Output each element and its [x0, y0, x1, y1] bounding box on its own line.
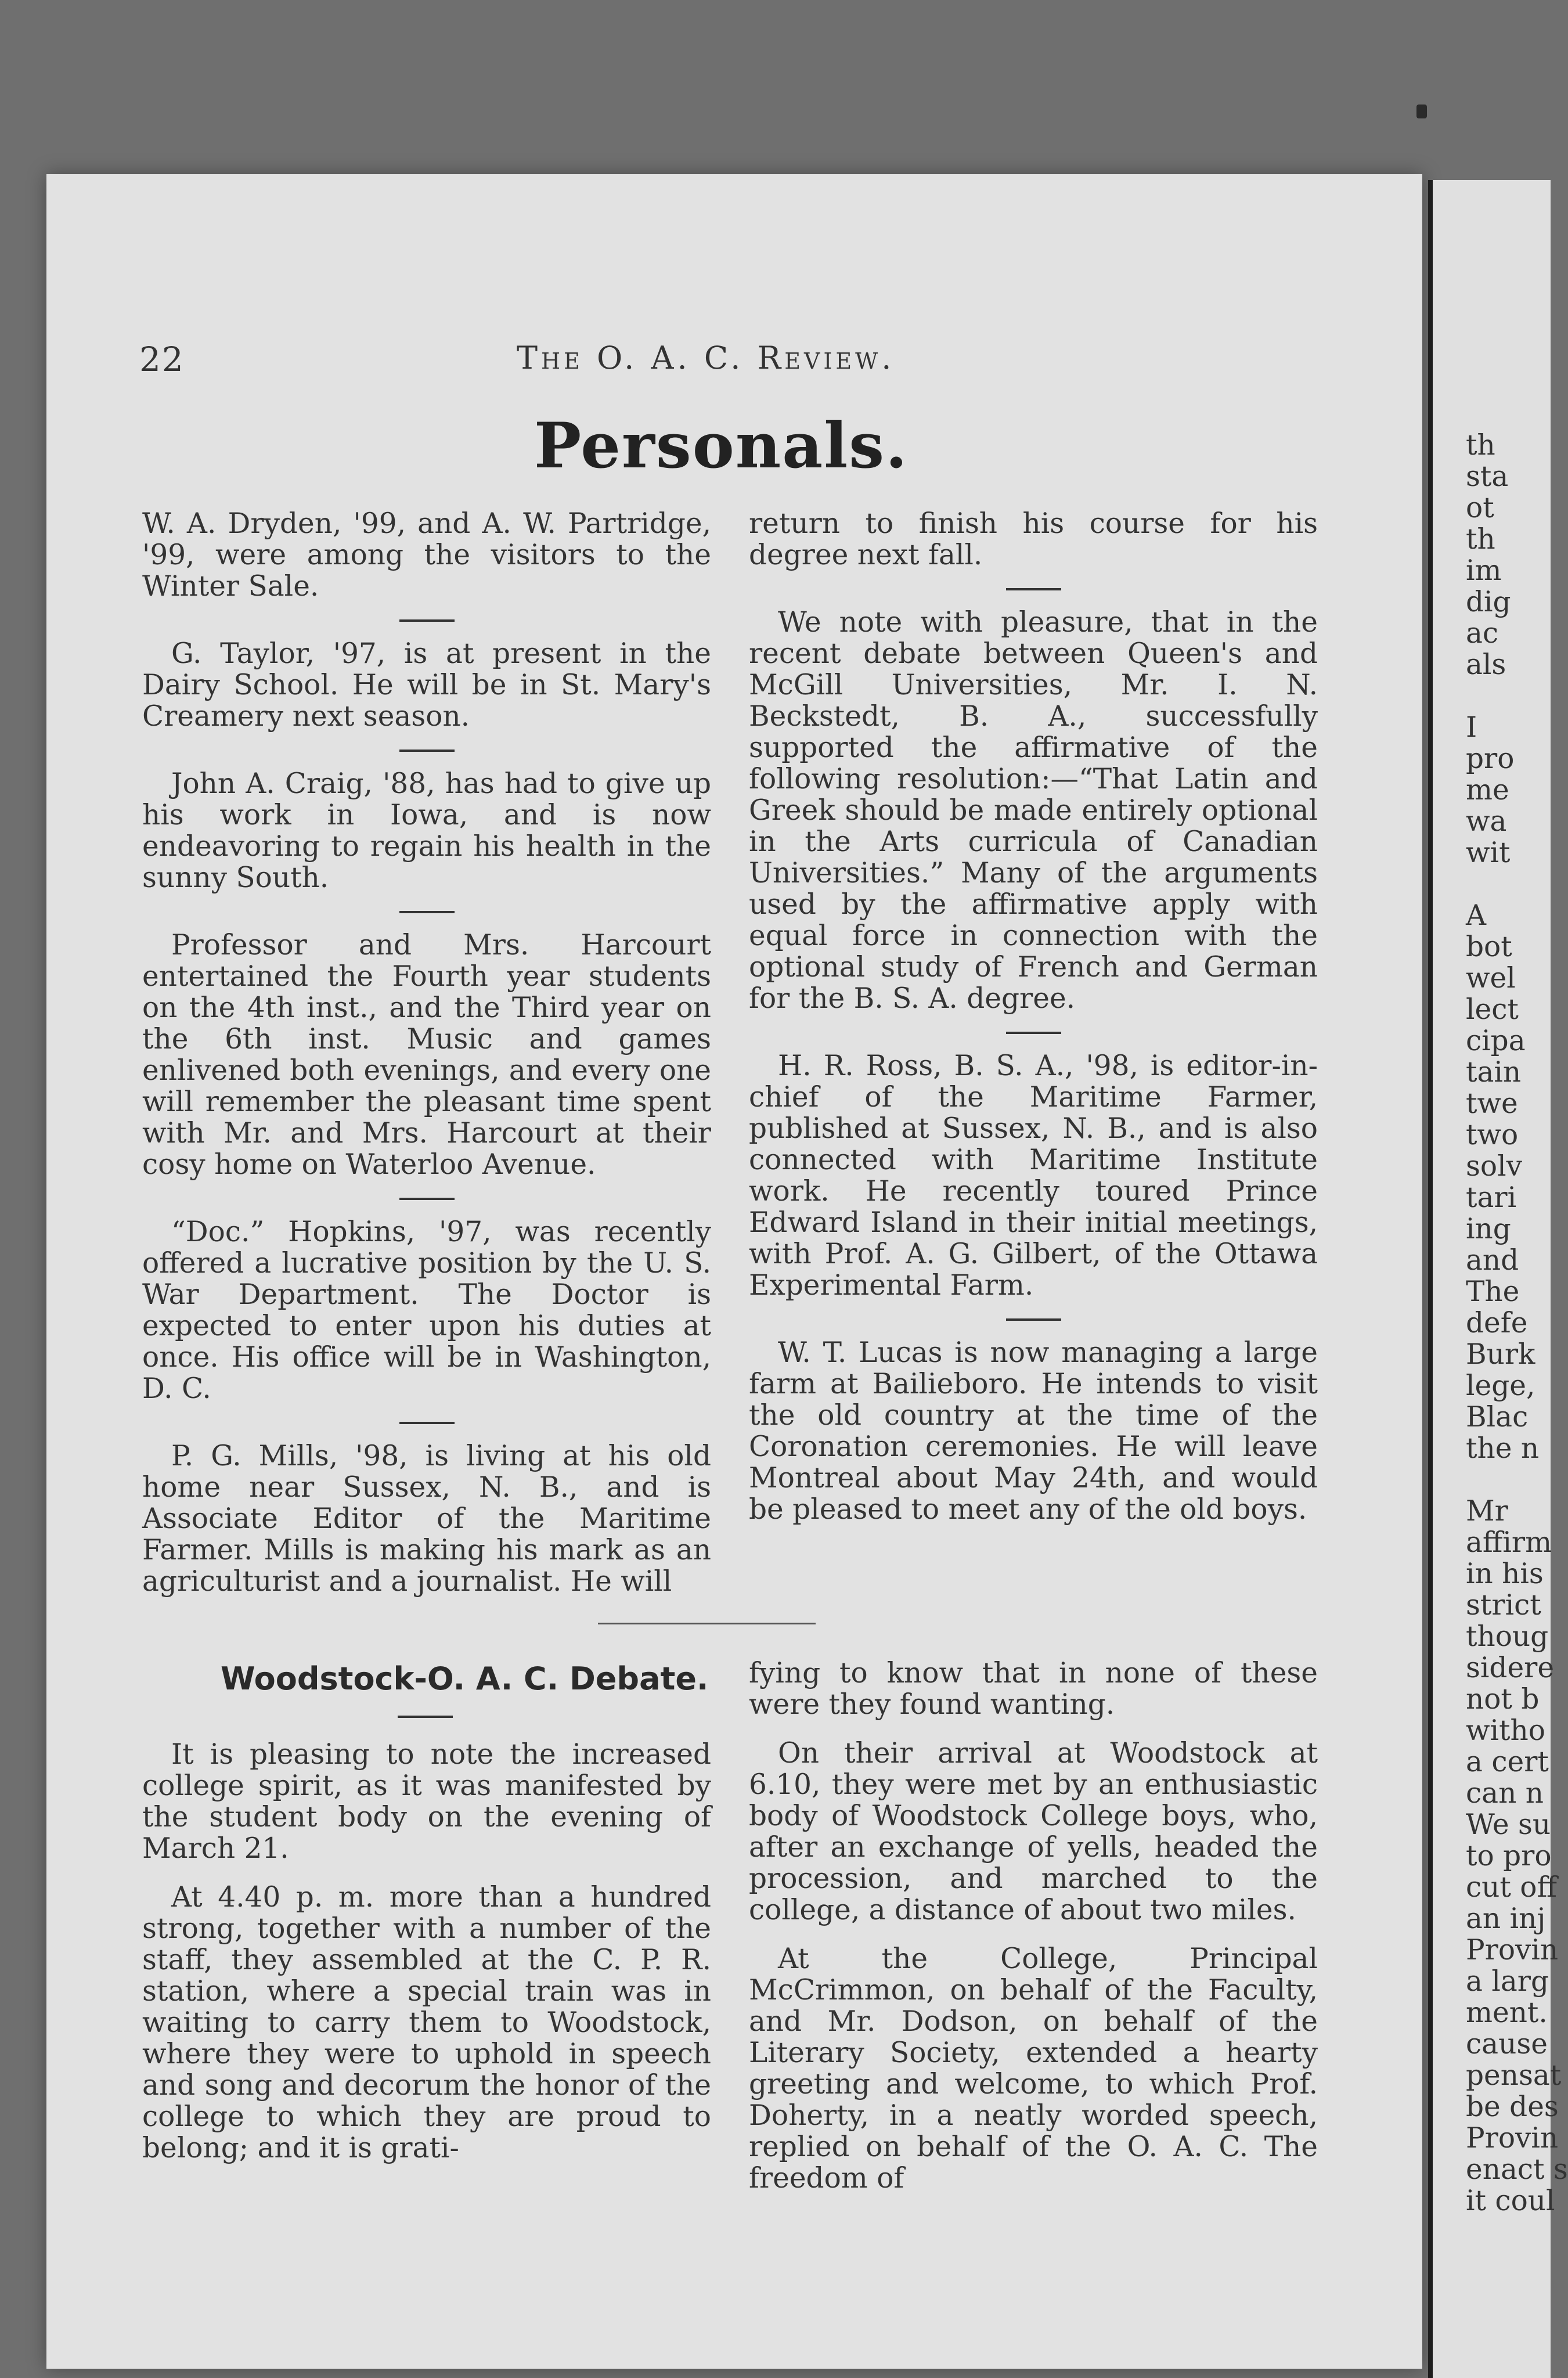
- divider: [1006, 588, 1061, 590]
- section-divider: [598, 1623, 816, 1624]
- page-number: 22: [139, 340, 185, 379]
- paragraph: H. R. Ross, B. S. A., '98, is editor-in-chief of the Maritime Farmer, published at Sussex, N. B., and is also connected with Maritime Institute work. He recently toured Prince Edward Island in their initial meetings, with Prof. A. G. Gilbert, of the Ottawa Experimental Farm.: [749, 1050, 1318, 1302]
- running-header: [139, 340, 929, 380]
- paragraph: fying to know that in none of these were they found wanting.: [749, 1657, 1318, 1721]
- left-column-top: [142, 508, 711, 1627]
- paragraph: W. T. Lucas is now managing a large farm at Bailieboro. He intends to visit the old country at the time of the Coronation ceremonies. He will leave Montreal about May 24th, and would be pleased to meet any of the old boys.: [749, 1336, 1318, 1526]
- paragraph: On their arrival at Woodstock at 6.10, they were met by an enthusiastic body of Woodstock College boys, who, after an exchange of yells, headed the procession, and marched to the college, a distance of about two miles.: [749, 1737, 1318, 1926]
- paragraph: We note with pleasure, that in the recent debate between Queen's and McGill Universities, Mr. I. N. Beckstedt, B. A., successfully supported the affirmative of the following resolution:—“That Latin and Greek should be made entirely optional in the Arts curricula of Canadian Universities.” Many of the arguments used by the affirmative apply with equal force in connection with the optional study of French and German for the B. S. A. degree.: [749, 606, 1318, 1015]
- divider: [1006, 1032, 1061, 1034]
- paragraph: P. G. Mills, '98, is living at his old home near Sussex, N. B., and is Associate Editor of the Maritime Farmer. Mills is making his mark as an agriculturist and a journalist. He will: [142, 1440, 711, 1598]
- divider: [399, 750, 455, 752]
- left-column-bottom: [142, 1739, 711, 2181]
- right-column-top: [749, 508, 1318, 1555]
- paragraph: G. Taylor, '97, is at present in the Dairy School. He will be in St. Mary's Creamery next season.: [142, 637, 711, 733]
- paragraph: Professor and Mrs. Harcourt entertained the Fourth year students on the 4th inst., and the Third year on the 6th inst. Music and games enlivened both evenings, and every one will remember the pleasant time spent with Mr. and Mrs. Harcourt at their cosy home on Waterloo Avenue.: [142, 929, 711, 1181]
- divider: [399, 1422, 455, 1424]
- next-page-text-fragments: th sta ot th im dig ac als I pro me wa wit A bot wel lect cipa tain twe two solv tari ing and The defe Burk lege, Blac the n Mr affirm in his strict thoug sidere not b witho a cert can n We su to pro cut off an inj Provin a larg ment. cause pensat be des Provin enact s it coul: [1466, 429, 1568, 2217]
- paragraph: W. A. Dryden, '99, and A. W. Partridge, '99, were among the visitors to the Winter Sale.: [142, 507, 711, 603]
- paragraph: “Doc.” Hopkins, '97, was recently offered a lucrative position by the U. S. War Department. The Doctor is expected to enter upon his duties at once. His office will be in Washington, D. C.: [142, 1216, 711, 1405]
- paragraph: return to finish his course for his degree next fall.: [749, 507, 1318, 571]
- journal-title: The O. A. C. Review.: [517, 340, 895, 376]
- divider: [399, 1198, 455, 1200]
- divider: [398, 1716, 453, 1718]
- paragraph: At the College, Principal McCrimmon, on behalf of the Faculty, and Mr. Dodson, on behalf of the Literary Society, extended a hearty greeting and welcome, to which Prof. Doherty, in a neatly worded speech, replied on behalf of the O. A. C. The freedom of: [749, 1943, 1318, 2195]
- paragraph: John A. Craig, '88, has had to give up his work in Iowa, and is now endeavoring to regain his health in the sunny South.: [142, 768, 711, 894]
- divider: [399, 619, 455, 622]
- divider: [1006, 1318, 1061, 1321]
- section-title: Personals.: [534, 409, 909, 482]
- right-column-bottom: [749, 1658, 1318, 2211]
- paragraph: It is pleasing to note the increased college spirit, as it was manifested by the student body on the evening of March 21.: [142, 1738, 711, 1865]
- divider: [399, 911, 455, 913]
- debate-heading: Woodstock-O. A. C. Debate.: [221, 1660, 709, 1697]
- paragraph: At 4.40 p. m. more than a hundred strong, together with a number of the staff, they assembled at the C. P. R. station, where a special train was in waiting to carry them to Woodstock, where they were to uphold in speech and song and decorum the honor of the college to which they are proud to belong; and it is grati-: [142, 1881, 711, 2164]
- scan-speck: [1416, 105, 1427, 118]
